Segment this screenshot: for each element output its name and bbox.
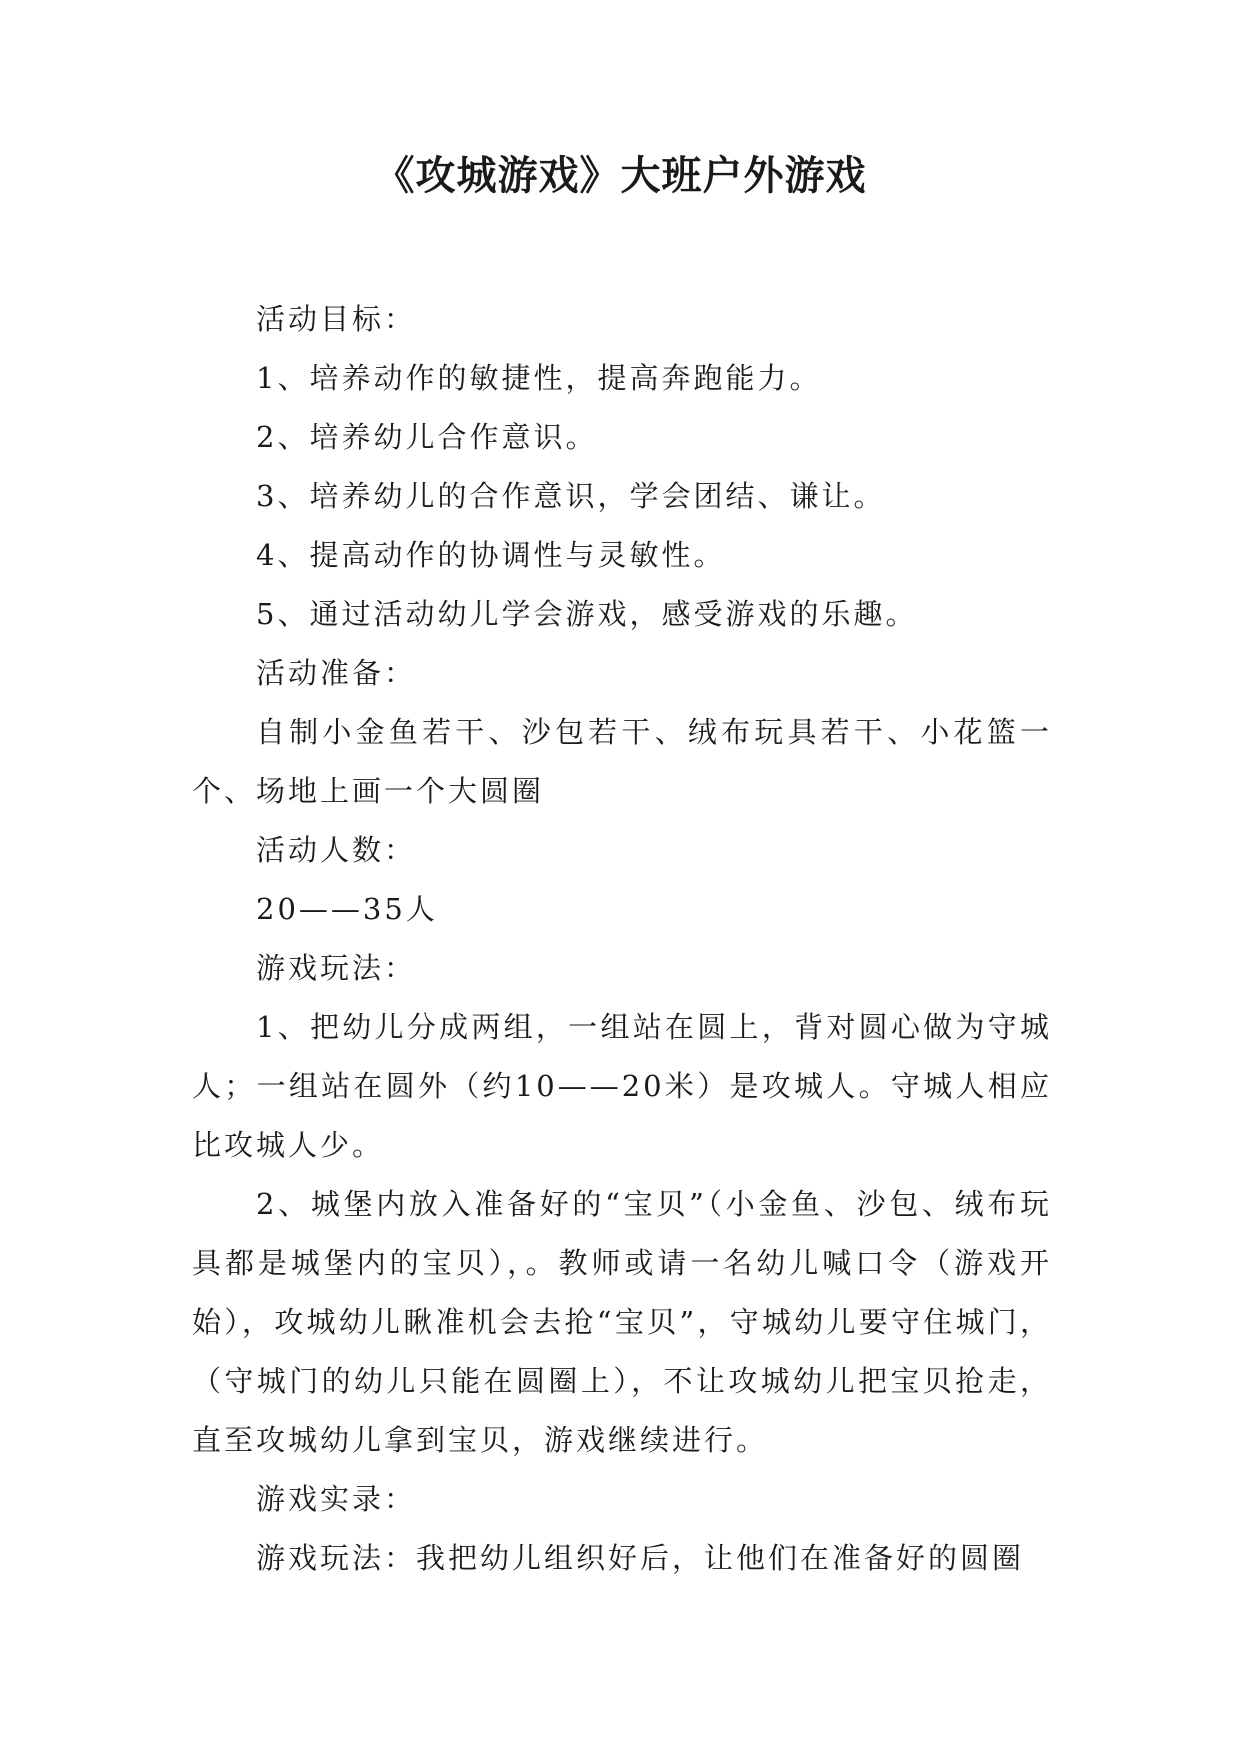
paragraph-objectives-heading: 活动目标： — [256, 302, 417, 336]
paragraph-objective-2: 2、培养幼儿合作意识。 — [256, 420, 598, 454]
paragraph-preparation-content: 自制小金鱼若干、沙包若干、绒布玩具若干、小花篮一个、场地上画一个大圆圈 — [192, 715, 1052, 808]
paragraph-record-content: 游戏玩法：我把幼儿组织好后，让他们在准备好的圆圈 — [256, 1541, 1025, 1575]
paragraph-gameplay-1: 1、把幼儿分成两组，一组站在圆上，背对圆心做为守城人；一组站在圆外（约10——20米）是攻城人。守城人相应比攻城人少。 — [192, 1010, 1052, 1162]
paragraph-objective-3: 3、培养幼儿的合作意识，学会团结、谦让。 — [256, 479, 886, 513]
paragraph-gameplay-2: 2、城堡内放入准备好的“宝贝”（小金鱼、沙包、绒布玩具都是城堡内的宝贝），。教师或请一名幼儿喊口令（游戏开始），攻城幼儿瞅准机会去抢“宝贝”，守城幼儿要守住城门，（守城门的幼儿只能在圆圈上），不让攻城幼儿把宝贝抢走，直至攻城幼儿拿到宝贝，游戏继续进行。 — [192, 1187, 1052, 1457]
paragraph-objective-1: 1、培养动作的敏捷性，提高奔跑能力。 — [256, 361, 822, 395]
paragraph-gameplay-heading: 游戏玩法： — [256, 951, 417, 985]
document-title: 《攻城游戏》大班户外游戏 — [374, 152, 867, 199]
paragraph-participants-content: 20——35人 — [256, 892, 438, 926]
paragraph-preparation-heading: 活动准备： — [256, 656, 417, 690]
paragraph-objective-5: 5、通过活动幼儿学会游戏，感受游戏的乐趣。 — [256, 597, 918, 631]
paragraph-participants-heading: 活动人数： — [256, 833, 417, 867]
paragraph-objective-4: 4、提高动作的协调性与灵敏性。 — [256, 538, 726, 572]
paragraph-record-heading: 游戏实录： — [256, 1482, 417, 1516]
document-body — [192, 290, 1052, 1588]
